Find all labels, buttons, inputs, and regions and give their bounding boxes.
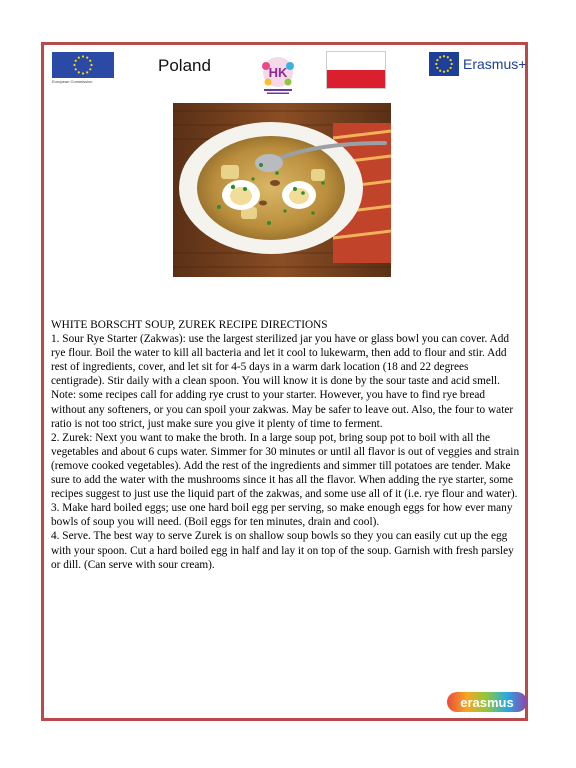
recipe-step: 1. Sour Rye Starter (Zakwas): use the largest sterilized jar you have or glass bowl you can cover. Add rye flour. Boil the water to kill all bacteria and let it cool to lukewarm, then add to flour and stir. Add rest of ingredients, cover, and let sit for 4-5 days in a warm dark location (18 and 22 degrees centigrade). Stir daily with a clean spoon. You will know it is done by the sour taste and acid smell. Note: some recipes call for adding rye crust to your starter. However, you have to find rye bread without any softeners, or you can spoil your zakwas. May be safer to leave out. Also, the four to water ratio is not too strict, just make sure you give it plenty of time to ferment. — [51, 333, 514, 430]
project-logo-icon — [258, 54, 298, 96]
recipe-title: WHITE BORSCHT SOUP, ZUREK RECIPE DIRECTIONS — [51, 319, 328, 331]
erasmus-plus-label: Erasmus+ — [463, 56, 527, 72]
zurek-soup-photo — [173, 103, 391, 277]
poland-flag-icon — [326, 51, 386, 89]
eu-flag-small-icon — [429, 52, 459, 76]
svg-text:HK: HK — [268, 65, 288, 80]
erasmus-logo-icon — [447, 690, 527, 714]
eu-logo — [52, 52, 114, 92]
recipe-step: 3. Make hard boiled eggs; use one hard boil egg per serving, so make enough eggs for how ever many bowls of soup you will need. (Boil eggs for ten minutes, drain and cool). — [51, 502, 513, 529]
svg-text:erasmus: erasmus — [460, 695, 514, 710]
erasmus-plus-logo — [429, 52, 526, 76]
recipe-step: 4. Serve. The best way to serve Zurek is on shallow soup bowls so they you can easily cut up the egg with your spoon. Cut a hard boiled egg in half and lay it on top of the soup. Garnish with fresh parsley or dill. (Can serve with sour cream). — [51, 530, 514, 571]
recipe-step: 2. Zurek: Next you want to make the broth. In a large soup pot, bring soup pot to boil with all the vegetables and about 6 cups water. Simmer for 30 minutes or until all flavor is out of veggies and strain (remove cooked vegetables). Add the rest of the ingredients and simmer till potatoes are tender. Make sure to add the water with the mushrooms since it has all the flavor. When adding the rye starter, some recipes suggest to just use the liquid part of the zakwas, and some use all of it (i.e. rye flour and water). — [51, 431, 520, 501]
eu-caption: European Commission — [52, 79, 93, 84]
recipe-text — [51, 318, 521, 572]
country-title: Poland — [158, 56, 211, 75]
eu-flag-icon — [52, 52, 114, 78]
